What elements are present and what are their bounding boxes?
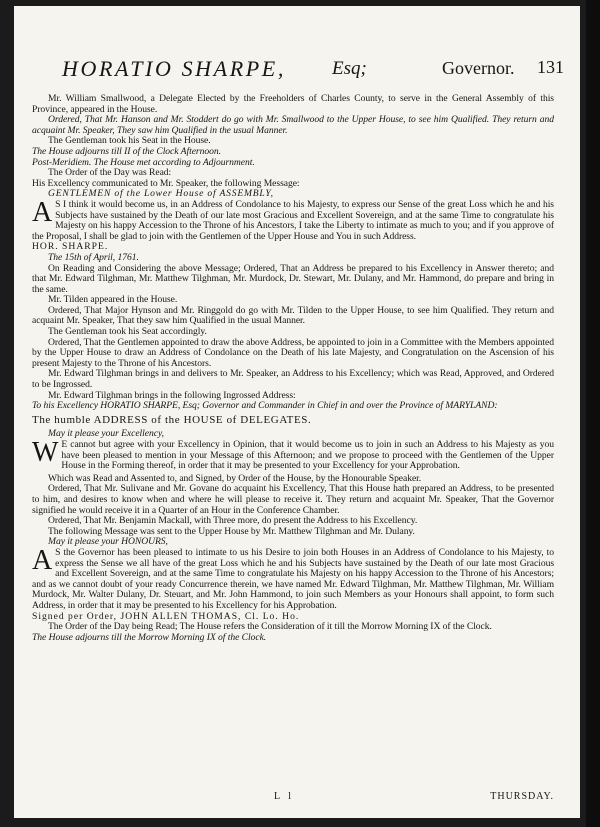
- document-page: [14, 6, 580, 818]
- header-name: HORATIO SHARPE,: [62, 56, 286, 81]
- drop-cap: W: [32, 437, 59, 468]
- paragraph: Ordered, That the Gentlemen appointed to draw the above Address, be appointed to join in a Committee with the Members appointed by the Upper House to draw an Address of Condolance on the Death of his late Majesty, and Congratulation on the Ascension of his present Majesty to the Throne of his Ancestors.: [32, 336, 554, 369]
- post-meridiem-note: Post-Meridiem. The House met according to Adjournment.: [32, 156, 255, 168]
- paragraph: The Order of the Day was Read:: [48, 167, 172, 179]
- signature-mark: L l: [274, 791, 295, 802]
- paragraph: Mr. William Smallwood, a Delegate Elected by the Freeholders of Charles County, to serve in the General Assembly of this Province, appeared in the House.: [32, 93, 554, 115]
- message-date: The 15th of April, 1761.: [48, 251, 139, 263]
- paragraph: The Gentleman took his Seat accordingly.: [48, 326, 207, 338]
- address-body: W E cannot but agree with your Excellency in Opinion, that it would become us to join in such an Address to his Majesty as you have been pleased to mention in your Message of this Afternoon; and we propose to proceed with the Gentlemen of the Upper House in the Forming thereof, in order that it may be presented to your Excellency for your Approbation.: [32, 437, 554, 472]
- page-footer: [32, 791, 554, 807]
- paragraph: On Reading and Considering the above Message; Ordered, That an Address be prepared to his Excellency in Answer thereto; and that Mr. Edward Tilghman, Mr. Matthew Tilghman, Mr. Murdock, Dr. Stewart, Mr. Dulany, and Mr. Hammond, do prepare and bring in the same.: [32, 262, 554, 295]
- scan-edge: [586, 0, 600, 827]
- address-salutation: May it please your Excellency,: [48, 428, 164, 440]
- paragraph: The Order of the Day being Read; The House refers the Consideration of it till the Morrow Morning IX of the Clock.: [48, 621, 492, 633]
- paragraph: The Gentleman took his Seat in the House.: [48, 135, 211, 147]
- header-office: Governor.: [442, 58, 515, 78]
- paragraph: Ordered, That Major Hynson and Mr. Ringgold do go with Mr. Tilden to the Upper House, to see him Qualified. They return and acquaint Mr. Speaker, That they saw him Qualified in the usual Manner.: [32, 304, 554, 327]
- paragraph: Mr. Tilden appeared in the House.: [48, 294, 178, 306]
- address-title: The humble ADDRESS of the HOUSE of DELEGATES.: [32, 413, 312, 426]
- catchword: THURSDAY.: [490, 791, 554, 802]
- message-body: A S the Governor has been pleased to intimate to us his Desire to join both Houses in an Address of Condolance to his Majesty, to express the Sense we all have of the great Loss which he and his Subjects have sustained by the Death of our late most Gracious and Excellent Sovereign, and at the same Time to congratulate his Majesty on his happy Accession to the Throne of his Ancestors; and as we cannot doubt of your ready Concurrence therein, we have named Mr. Edward Tilghman, Mr. Matthew Tilghman, Mr. William Murdock, Mr. Walter Dulany, Dr. Steuart, and Mr. John Hammond, to join such Members as your Honours shall appoint, to form such Address, in order that it may be presented to his Excellency for his Approbation.: [32, 544, 554, 611]
- paragraph: Mr. Edward Tilghman brings in and delivers to Mr. Speaker, an Address to his Excellency; which was Read, Approved, and Ordered to be Ingrossed.: [32, 368, 554, 391]
- paragraph: The following Message was sent to the Upper House by Mr. Matthew Tilghman and Mr. Dulany.: [48, 525, 415, 537]
- clerk-signature: Signed per Order, JOHN ALLEN THOMAS, Cl. Lo. Ho.: [32, 610, 300, 622]
- adjournment-note: The House adjourns till the Morrow Morning IX of the Clock.: [32, 631, 267, 643]
- running-header: [62, 54, 562, 90]
- header-esq: Esq;: [332, 58, 367, 79]
- paragraph: Ordered, That Mr. Sulivane and Mr. Govane do acquaint his Excellency, That this House hath prepared an Address, to be presented to him, and desires to know when and where he will please to receive it. They return and acquaint Mr. Speaker, That the Governor signified he would receive it in a Quarter of an Hour in the Conference Chamber.: [32, 483, 554, 516]
- journal-text: [32, 94, 554, 643]
- paragraph: His Excellency communicated to Mr. Speaker, the following Message:: [32, 177, 300, 189]
- message-body: A S I think it would become us, in an Address of Condolance to his Majesty, to express our Sense of the great Loss which he and his Subjects have sustained by the Death of our late most Gracious and Excellent Sovereign, and at the same Time to congratulate his Majesty on his happy Accession to the Throne of his Ancestors, I take the Liberty to intimate as much to you; and if you approve of the Proposal, I shall be glad to join with the Gentlemen of the Upper House and You in such Address.: [32, 196, 554, 242]
- paragraph: Ordered, That Mr. Benjamin Mackall, with Three more, do present the Address to his Excellency.: [48, 515, 418, 527]
- message-salutation: May it please your HONOURS,: [48, 536, 168, 548]
- governor-signature: HOR. SHARPE.: [32, 241, 109, 253]
- paragraph: Ordered, That Mr. Hanson and Mr. Stoddert do go with Mr. Smallwood to the Upper House, to see him Qualified. They return and acquaint Mr. Speaker, They saw him Qualified in the usual Manner.: [32, 114, 554, 136]
- paragraph: Which was Read and Assented to, and Signed, by Order of the House, by the Honourable Speaker.: [48, 472, 422, 484]
- page-number: 131: [537, 57, 564, 77]
- address-heading: To his Excellency HORATIO SHARPE, Esq; Governor and Commander in Chief in and over the Province of MARYLAND:: [32, 400, 498, 412]
- drop-cap: A: [32, 544, 53, 576]
- adjournment-note: The House adjourns till II of the Clock Afternoon.: [32, 145, 221, 157]
- paragraph: Mr. Edward Tilghman brings in the following Ingrossed Address:: [48, 389, 296, 401]
- drop-cap: A: [32, 196, 53, 228]
- message-salutation: GENTLEMEN of the Lower House of ASSEMBLY,: [48, 188, 274, 200]
